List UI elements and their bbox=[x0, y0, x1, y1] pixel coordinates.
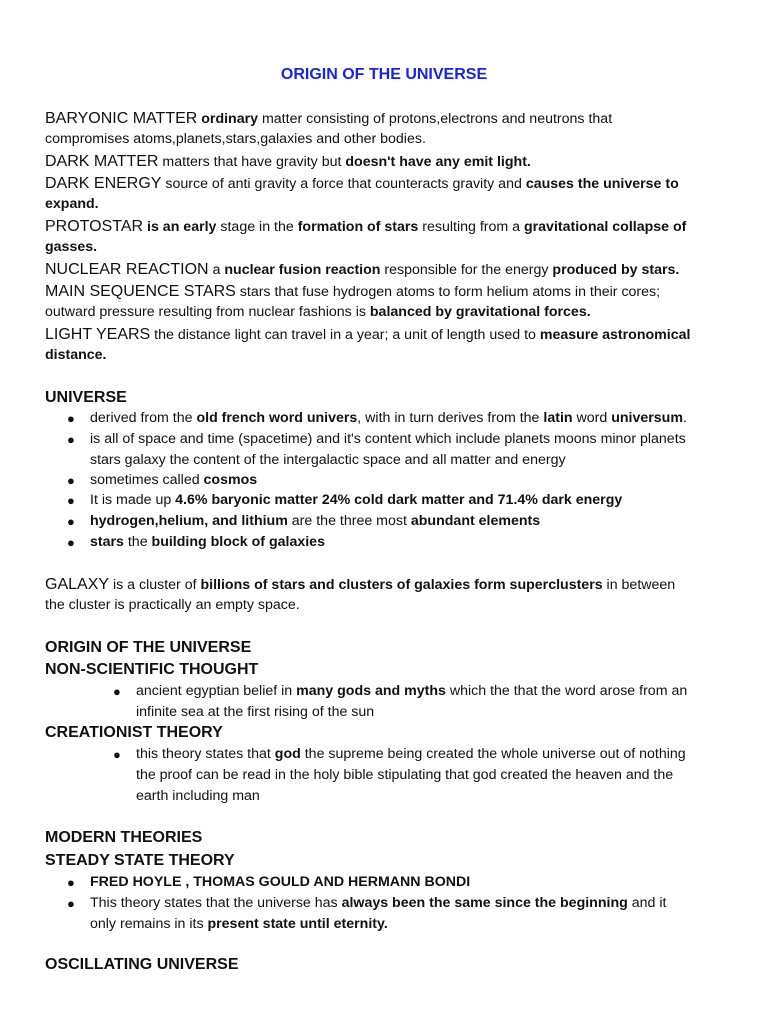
item-text: sometimes called bbox=[90, 472, 204, 488]
item-bold: 4.6% baryonic matter 24% cold dark matter and 71.4% dark energy bbox=[175, 492, 623, 508]
def-dark-energy bbox=[45, 173, 738, 195]
creationist-heading: CREATIONIST THEORY bbox=[45, 724, 223, 741]
def-baryonic-matter bbox=[45, 108, 738, 130]
def-text: in between bbox=[602, 577, 676, 593]
item-text: , with in turn derives from the bbox=[357, 410, 544, 426]
bullet: ● bbox=[67, 411, 75, 426]
steady-state-heading: STEADY STATE THEORY bbox=[45, 852, 235, 869]
def-text: stage in the bbox=[216, 219, 298, 235]
def-bold: measure astronomical bbox=[539, 327, 691, 343]
item-text: derived from the bbox=[90, 410, 197, 426]
bullet: ● bbox=[67, 535, 75, 550]
item-text: ancient egyptian belief in bbox=[136, 683, 297, 699]
def-bold: doesn't have any emit light. bbox=[345, 154, 531, 170]
def-bold: produced by stars. bbox=[552, 262, 680, 278]
term: NUCLEAR REACTION bbox=[45, 261, 209, 278]
creationist-item-cont-1: the proof can be read in the holy bible stipulating that god created the heaven and the bbox=[136, 767, 674, 783]
item-text: are the three most bbox=[287, 513, 411, 529]
def-main-sequence bbox=[45, 281, 738, 303]
item-bold: present state until eternity. bbox=[207, 916, 388, 932]
item-text: . bbox=[682, 410, 687, 426]
def-bold: balanced by gravitational forces. bbox=[369, 304, 591, 320]
def-text: is a cluster of bbox=[109, 577, 201, 593]
item-bold: stars bbox=[90, 534, 124, 550]
item-bold: always been the same since the beginning bbox=[341, 895, 628, 911]
item-text: the supreme being created the whole universe out of nothing bbox=[300, 746, 686, 762]
galaxy-definition-cont: the cluster is practically an empty space. bbox=[45, 597, 300, 613]
non-scientific-item-cont: infinite sea at the first rising of the sun bbox=[136, 704, 375, 720]
item-text: and it bbox=[627, 895, 667, 911]
def-main-sequence-cont bbox=[45, 302, 738, 323]
item-bold: cosmos bbox=[203, 472, 258, 488]
def-text: resulting from a bbox=[418, 219, 524, 235]
non-scientific-heading: NON-SCIENTIFIC THOUGHT bbox=[45, 661, 259, 678]
def-bold: causes the universe to bbox=[525, 176, 679, 192]
creationist-item-cont-2: earth including man bbox=[136, 788, 260, 804]
universe-item-2: is all of space and time (spacetime) and it's content which include planets moons minor planets bbox=[90, 431, 686, 447]
universe-item-1 bbox=[90, 408, 738, 429]
steady-state-item-cont bbox=[90, 914, 738, 935]
bullet: ● bbox=[67, 473, 75, 488]
def-dark-energy-cont: expand. bbox=[45, 196, 99, 212]
item-text: word bbox=[572, 410, 612, 426]
def-text: matters that have gravity but bbox=[158, 154, 346, 170]
def-bold: billions of stars and clusters of galaxies form superclusters bbox=[200, 577, 603, 593]
item-text: this theory states that bbox=[136, 746, 275, 762]
bullet: ● bbox=[67, 514, 75, 529]
def-bold: formation of stars bbox=[297, 219, 419, 235]
def-bold: ordinary bbox=[197, 111, 259, 127]
item-text: the bbox=[123, 534, 152, 550]
def-protostar-cont: gasses. bbox=[45, 239, 98, 255]
bullet: ● bbox=[113, 747, 121, 762]
bullet: ● bbox=[113, 684, 121, 699]
item-bold: god bbox=[274, 746, 301, 762]
term: MAIN SEQUENCE STARS bbox=[45, 283, 236, 300]
bullet: ● bbox=[67, 432, 75, 447]
def-text: stars that fuse hydrogen atoms to form helium atoms in their cores; bbox=[235, 284, 661, 300]
def-light-years bbox=[45, 324, 738, 346]
steady-state-authors: FRED HOYLE , THOMAS GOULD AND HERMANN BONDI bbox=[90, 874, 471, 890]
modern-theories-heading: MODERN THEORIES bbox=[45, 829, 203, 846]
page-title: ORIGIN OF THE UNIVERSE bbox=[280, 66, 488, 83]
item-text: only remains in its bbox=[90, 916, 208, 932]
def-bold: nuclear fusion reaction bbox=[224, 262, 381, 278]
item-bold: abundant elements bbox=[410, 513, 541, 529]
def-dark-matter bbox=[45, 151, 738, 173]
def-protostar bbox=[45, 216, 738, 238]
def-text: source of anti gravity a force that counteracts gravity and bbox=[161, 176, 526, 192]
item-bold: universum bbox=[611, 410, 683, 426]
origin-heading: ORIGIN OF THE UNIVERSE bbox=[45, 639, 252, 656]
def-bold: is an early bbox=[143, 219, 217, 235]
oscillating-universe-heading: OSCILLATING UNIVERSE bbox=[45, 956, 239, 973]
universe-item-2-cont: stars galaxy the content of the intergalactic space and all matter and energy bbox=[90, 452, 566, 468]
def-text: outward pressure resulting from nuclear fashions is bbox=[45, 304, 370, 320]
universe-item-3 bbox=[90, 470, 738, 491]
universe-item-5 bbox=[90, 511, 738, 532]
term: GALAXY bbox=[45, 576, 110, 593]
def-text: the distance light can travel in a year; a unit of length used to bbox=[150, 327, 540, 343]
term: DARK MATTER bbox=[45, 153, 159, 170]
def-bold: gravitational collapse of bbox=[523, 219, 687, 235]
creationist-item bbox=[136, 744, 738, 765]
bullet: ● bbox=[67, 493, 75, 508]
term: LIGHT YEARS bbox=[45, 326, 151, 343]
item-text: which the that the word arose from an bbox=[445, 683, 688, 699]
term: BARYONIC MATTER bbox=[45, 110, 198, 127]
item-bold: old french word univers bbox=[196, 410, 358, 426]
def-baryonic-cont: compromises atoms,planets,stars,galaxies and other bodies. bbox=[45, 131, 426, 147]
item-bold: many gods and myths bbox=[296, 683, 446, 699]
item-text: It is made up bbox=[90, 492, 176, 508]
item-bold: building block of galaxies bbox=[151, 534, 325, 550]
item-bold: hydrogen,helium, and lithium bbox=[90, 513, 288, 529]
def-light-years-cont: distance. bbox=[45, 347, 107, 363]
def-nuclear-reaction bbox=[45, 259, 738, 281]
item-bold: latin bbox=[543, 410, 573, 426]
bullet: ● bbox=[67, 896, 75, 911]
steady-state-item bbox=[90, 893, 738, 914]
item-text: This theory states that the universe has bbox=[90, 895, 342, 911]
universe-heading: UNIVERSE bbox=[45, 389, 127, 406]
galaxy-definition bbox=[45, 574, 738, 596]
def-text: matter consisting of protons,electrons and neutrons that bbox=[258, 111, 613, 127]
def-text: responsible for the energy bbox=[380, 262, 553, 278]
universe-item-6 bbox=[90, 532, 738, 553]
term: DARK ENERGY bbox=[45, 175, 162, 192]
non-scientific-item bbox=[136, 681, 738, 702]
term: PROTOSTAR bbox=[45, 218, 144, 235]
universe-item-4 bbox=[90, 490, 738, 511]
bullet: ● bbox=[67, 875, 75, 890]
def-text: a bbox=[208, 262, 225, 278]
